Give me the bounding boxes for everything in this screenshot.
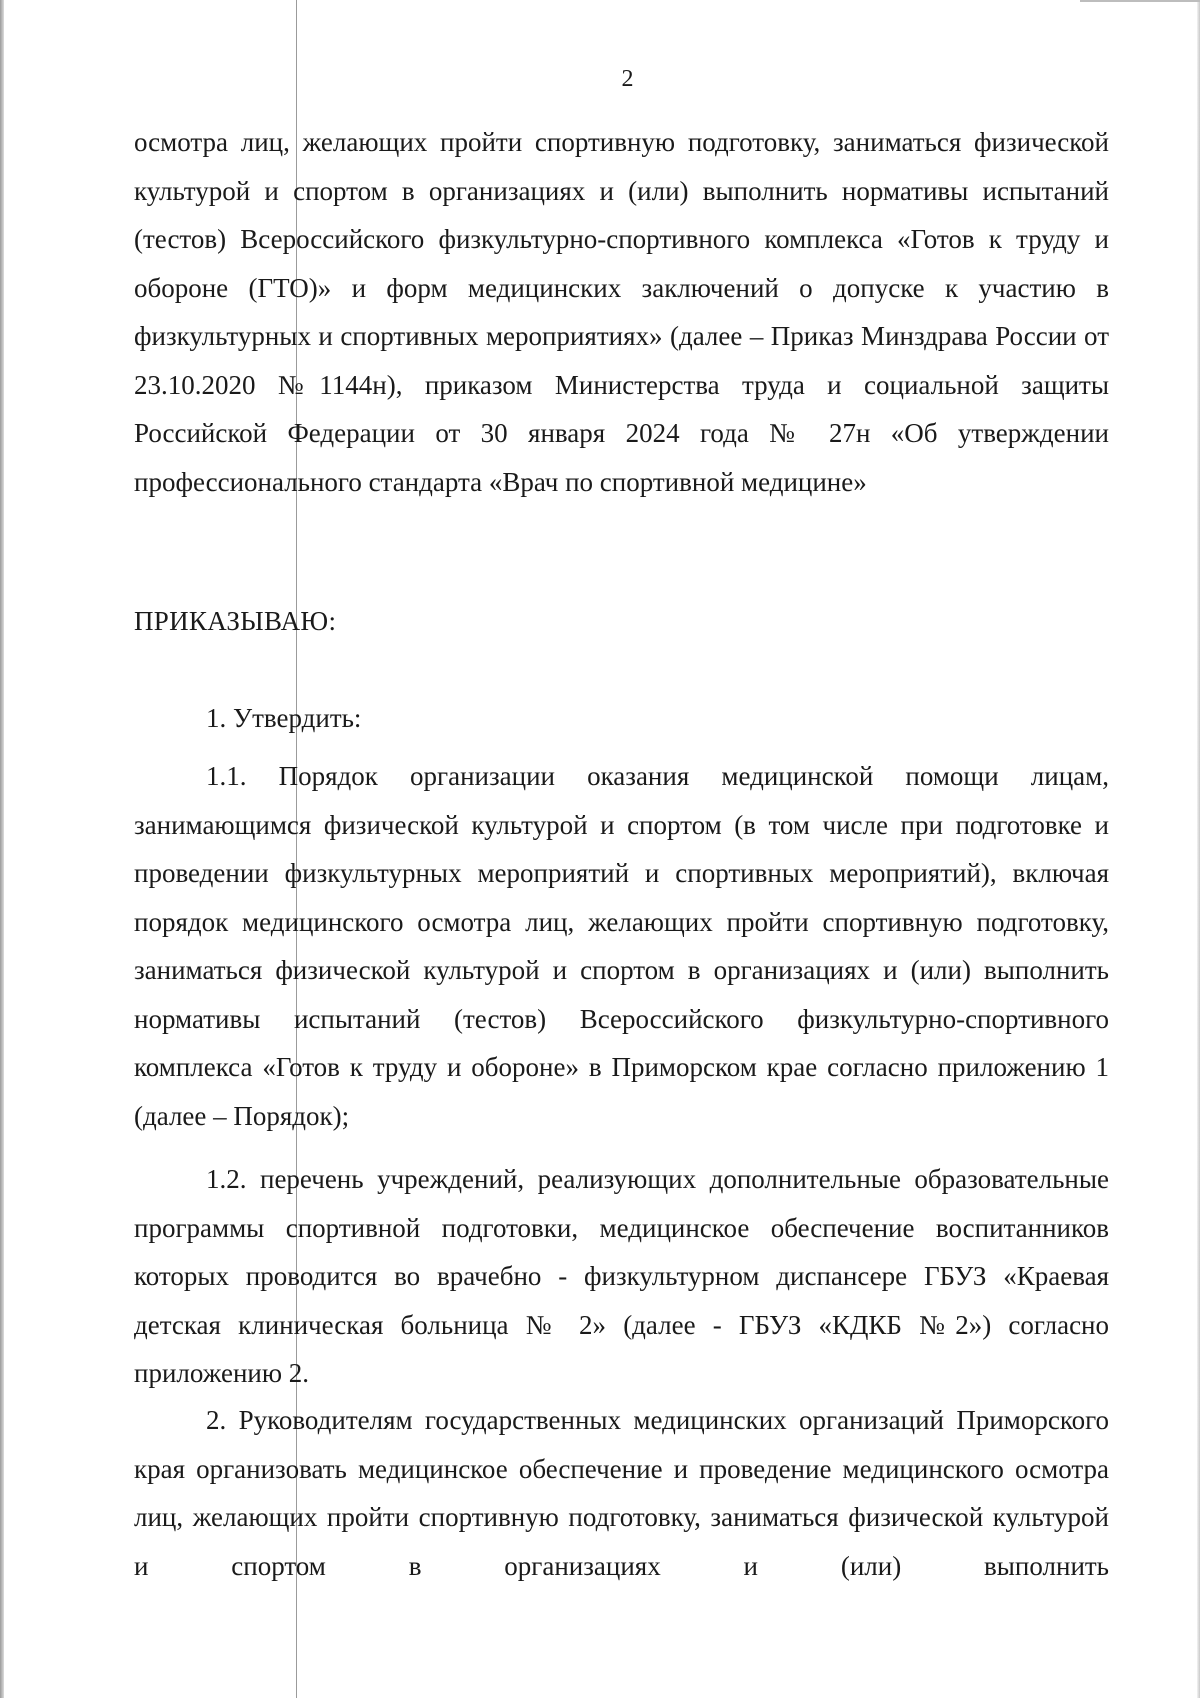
intro-paragraph: осмотра лиц, желающих пройти спортивную подготовку, заниматься физической культурой и спортом в организациях и (или) выполнить нормативы испытаний (тестов) Всероссийского физкультурно-спортивного комплекса «Готов к труду и обороне (ГТО)» и форм медицинских заключений о допуске к участию в физкультурных и спортивных мероприятиях» (далее – Приказ Минздрава России от 23.10.2020 №1144н), приказом Министерства труда и социальной защиты Российской Федерации от 30 января 2024 года № 27н «Об утверждении профессионального стандарта «Врач по спортивной медицине» <box>134 127 1109 497</box>
page-number: 2 <box>621 66 634 92</box>
item-2-block <box>134 1396 1109 1590</box>
intro-paragraph-block <box>134 118 1109 506</box>
item-1-2-block <box>134 1155 1109 1398</box>
item-1-2: 1.2. перечень учреждений, реализующих дополнительные образовательные программы спортивной подготовки, медицинское обеспечение воспитанников которых проводится во врачебно - физкультурном диспансере ГБУЗ «Краевая детская клиническая больница № 2» (далее - ГБУЗ «КДКБ №2») согласно приложению 2. <box>134 1164 1109 1388</box>
scan-top-mark <box>1080 0 1200 2</box>
order-heading: ПРИКАЗЫВАЮ: <box>134 606 337 636</box>
scan-edge-left <box>0 0 4 1698</box>
item-1-1: 1.1. Порядок организации оказания медицинской помощи лицам, занимающимся физической культурой и спортом (в том числе при подготовке и проведении физкультурных мероприятий и спортивных мероприятий), включая порядок медицинского осмотра лиц, желающих пройти спортивную подготовку, заниматься физической культурой и спортом в организациях и (или) выполнить нормативы испытаний (тестов) Всероссийского физкультурно-спортивного комплекса «Готов к труду и обороне» в Приморском крае согласно приложению 1 (далее – Порядок); <box>134 761 1109 1131</box>
item-2: 2. Руководителям государственных медицинских организаций Приморского края организовать медицинское обеспечение и проведение медицинского осмотра лиц, желающих пройти спортивную подготовку, заниматься физической культурой и спортом в организациях и (или) выполнить <box>134 1405 1109 1581</box>
item-1: 1. Утвердить: <box>206 703 362 733</box>
item-1-1-block <box>134 752 1109 1140</box>
